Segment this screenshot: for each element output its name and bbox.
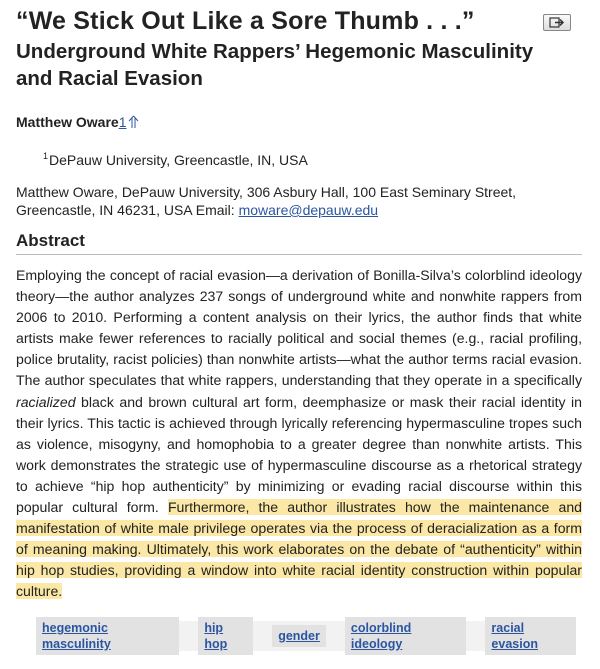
keyword-colorblind-ideology[interactable]: colorblind ideology (345, 617, 467, 655)
correspondence-text: Matthew Oware, DePauw University, 306 Asbury Hall, 100 East Seminary Street, Greencastle, IN 46231, USA Email: (16, 184, 517, 218)
keywords-bar (36, 621, 576, 651)
title-line-1: “We Stick Out Like a Sore Thumb . . .” (16, 7, 475, 35)
affiliation (43, 151, 308, 168)
title-line-2a: Underground White Rappers’ Hegemonic Masculinity (16, 40, 534, 63)
abstract-part-1: Employing the concept of racial evasion—a derivation of Bonilla-Silva’s colorblind ideology theory—the author analyzes 237 songs of underground white and nonwhite rappers from 2006 to 2010. Performing a content analysis on their lyrics, the author finds that white artists make fewer references to racially political and social themes (e.g., racial profiling, police brutality, racist policies) than nonwhite artists—what the author terms racial evasion. The author speculates that white rappers, understanding that they operate in a specifically (16, 267, 582, 389)
affiliation-text: DePauw University, Greencastle, IN, USA (49, 152, 308, 168)
author-name: Matthew Oware (16, 114, 119, 130)
keyword-gender[interactable]: gender (272, 625, 326, 647)
author-line (16, 114, 139, 130)
article-title (16, 6, 536, 92)
abstract-highlighted: Furthermore, the author illustrates how the maintenance and manifestation of white male privilege operates via the process of deracialization as a form of meaning making. Ultimately, this work elaborates on the debate of “authenticity” within hip hop studies, providing a window into white racial identity construction within popular culture. (16, 499, 582, 600)
abstract-text (16, 265, 582, 603)
up-arrow-icon[interactable] (128, 115, 139, 129)
title-line-2 (16, 38, 536, 92)
abstract-italic: racialized (16, 393, 76, 410)
export-arrow-icon (549, 17, 565, 28)
affiliation-ref-link[interactable]: 1 (118, 114, 127, 130)
keyword-racial-evasion[interactable]: racial evasion (485, 617, 576, 655)
export-button[interactable] (543, 14, 571, 31)
keyword-hip-hop[interactable]: hip hop (198, 617, 253, 655)
affiliation-number: 1 (43, 151, 49, 161)
keyword-hegemonic-masculinity[interactable]: hegemonic masculinity (36, 617, 179, 655)
title-line-2b: and Racial Evasion (16, 67, 203, 90)
abstract-part-2: black and brown cultural art form, deemphasize or mask their racial identity in their lyrics. This tactic is achieved through lyrically referencing hypermasculine tropes such as violence, misogyny, and homophobia to a greater degree than nonwhite artists. This work demonstrates the strategic use of hypermasculine discourse as a rhetorical strategy to achieve “hip hop authenticity” by minimizing or evading racial discourse within this popular cultural form. (16, 393, 582, 516)
abstract-heading: Abstract (16, 231, 582, 255)
email-link[interactable]: moware@depauw.edu (238, 202, 379, 218)
correspondence (16, 183, 576, 219)
